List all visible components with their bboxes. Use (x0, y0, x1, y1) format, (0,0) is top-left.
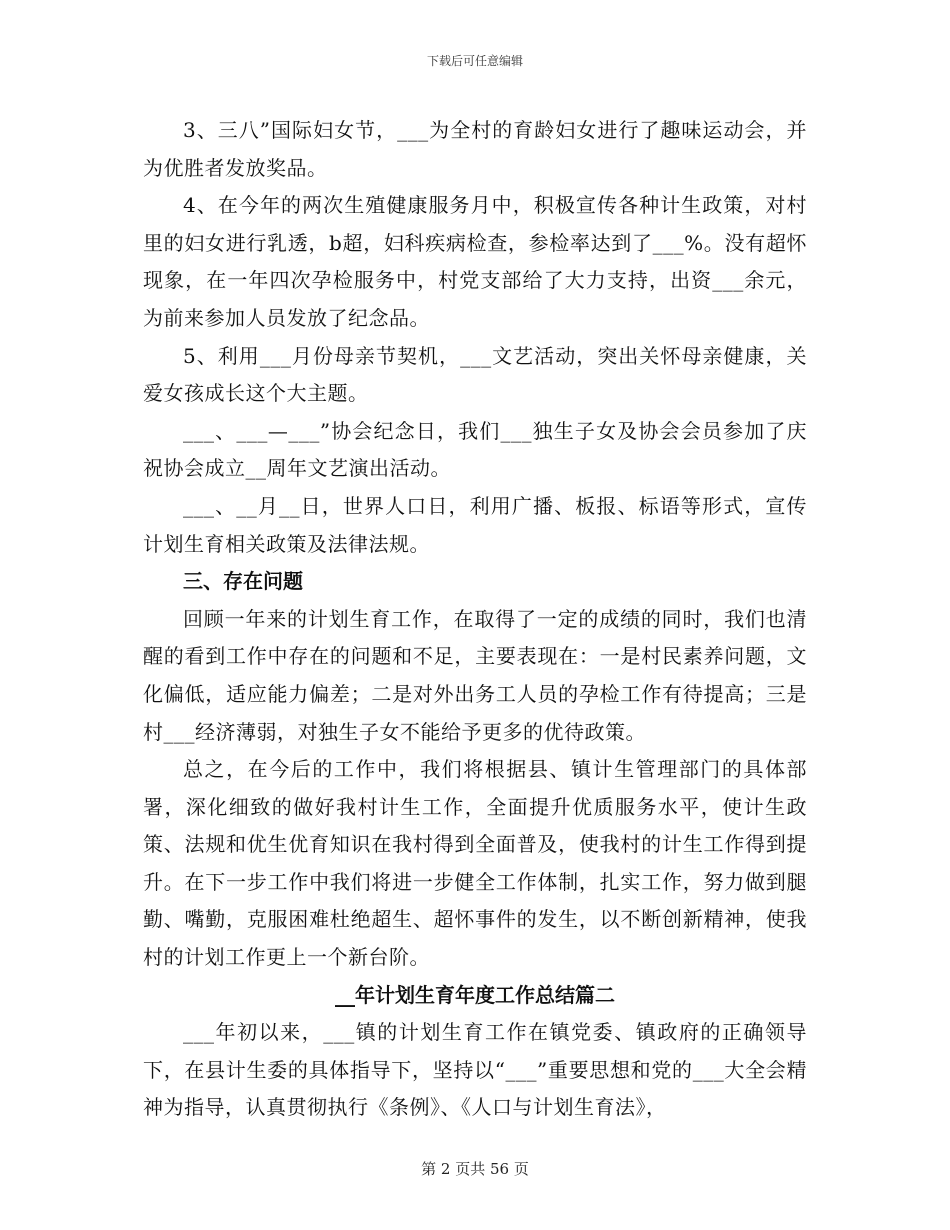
paragraph-conclusion: 总之，在今后的工作中，我们将根据县、镇计生管理部门的具体部署，深化细致的做好我村计生工作，全面提升优质服务水平，使计生政策、法规和优生优育知识在我村得到全面普及，使我村的计生工作得到提升。在下一步工作中我们将进一步健全工作体制，扎实工作，努力做到腿勤、嘴勤，克服困难杜绝超生、超怀事件的发生，以不断创新精神，使我村的计划工作更上一个新台阶。 (143, 757, 807, 970)
paragraph-item-5: 5、利用___月份母亲节契机，___文艺活动，突出关怀母亲健康，关爱女孩成长这个大主题。 (143, 343, 807, 406)
paragraph-item-3: 3、三八”国际妇女节，___为全村的育龄妇女进行了趣味运动会，并为优胜者发放奖品。 (143, 118, 807, 180)
paragraph-review: 回顾一年来的计划生育工作，在取得了一定的成绩的同时，我们也清醒的看到工作中存在的问题和不足，主要表现在：一是村民素养问题，文化偏低，适应能力偏差；二是对外出务工人员的孕检工作有待提高；三是村___经济薄弱，对独生子女不能给予更多的优待政策。 (143, 606, 807, 744)
page-footer: 第 2 页共 56 页 (421, 1160, 529, 1178)
paragraph-population-day: ___、__月__日，世界人口日，利用广播、板报、标语等形式，宣传计划生育相关政策及法律法规。 (143, 493, 807, 556)
part-title: __年计划生育年度工作总结篇二 (335, 982, 615, 1007)
paragraph-association-day: ___、___—___”协会纪念日，我们___独生子女及协会会员参加了庆祝协会成立__周年文艺演出活动。 (143, 418, 807, 481)
page-header: 下载后可任意编辑 (426, 54, 523, 68)
section-heading-problems: 三、存在问题 (183, 569, 303, 594)
document-body (143, 112, 807, 1127)
paragraph-part-two-intro: ___年初以来，___镇的计划生育工作在镇党委、镇政府的正确领导下，在县计生委的具体指导下，坚持以“___”重要思想和党的___大全会精神为指导，认真贯彻执行《条例》、《人口与计划生育法》， (143, 1020, 807, 1120)
paragraph-item-4: 4、在今年的两次生殖健康服务月中，积极宣传各种计生政策，对村里的妇女进行乳透，b超，妇科疾病检查，参检率达到了___%。没有超怀现象，在一年四次孕检服务中，村党支部给了大力支持，出资___余元，为前来参加人员发放了纪念品。 (143, 193, 807, 330)
